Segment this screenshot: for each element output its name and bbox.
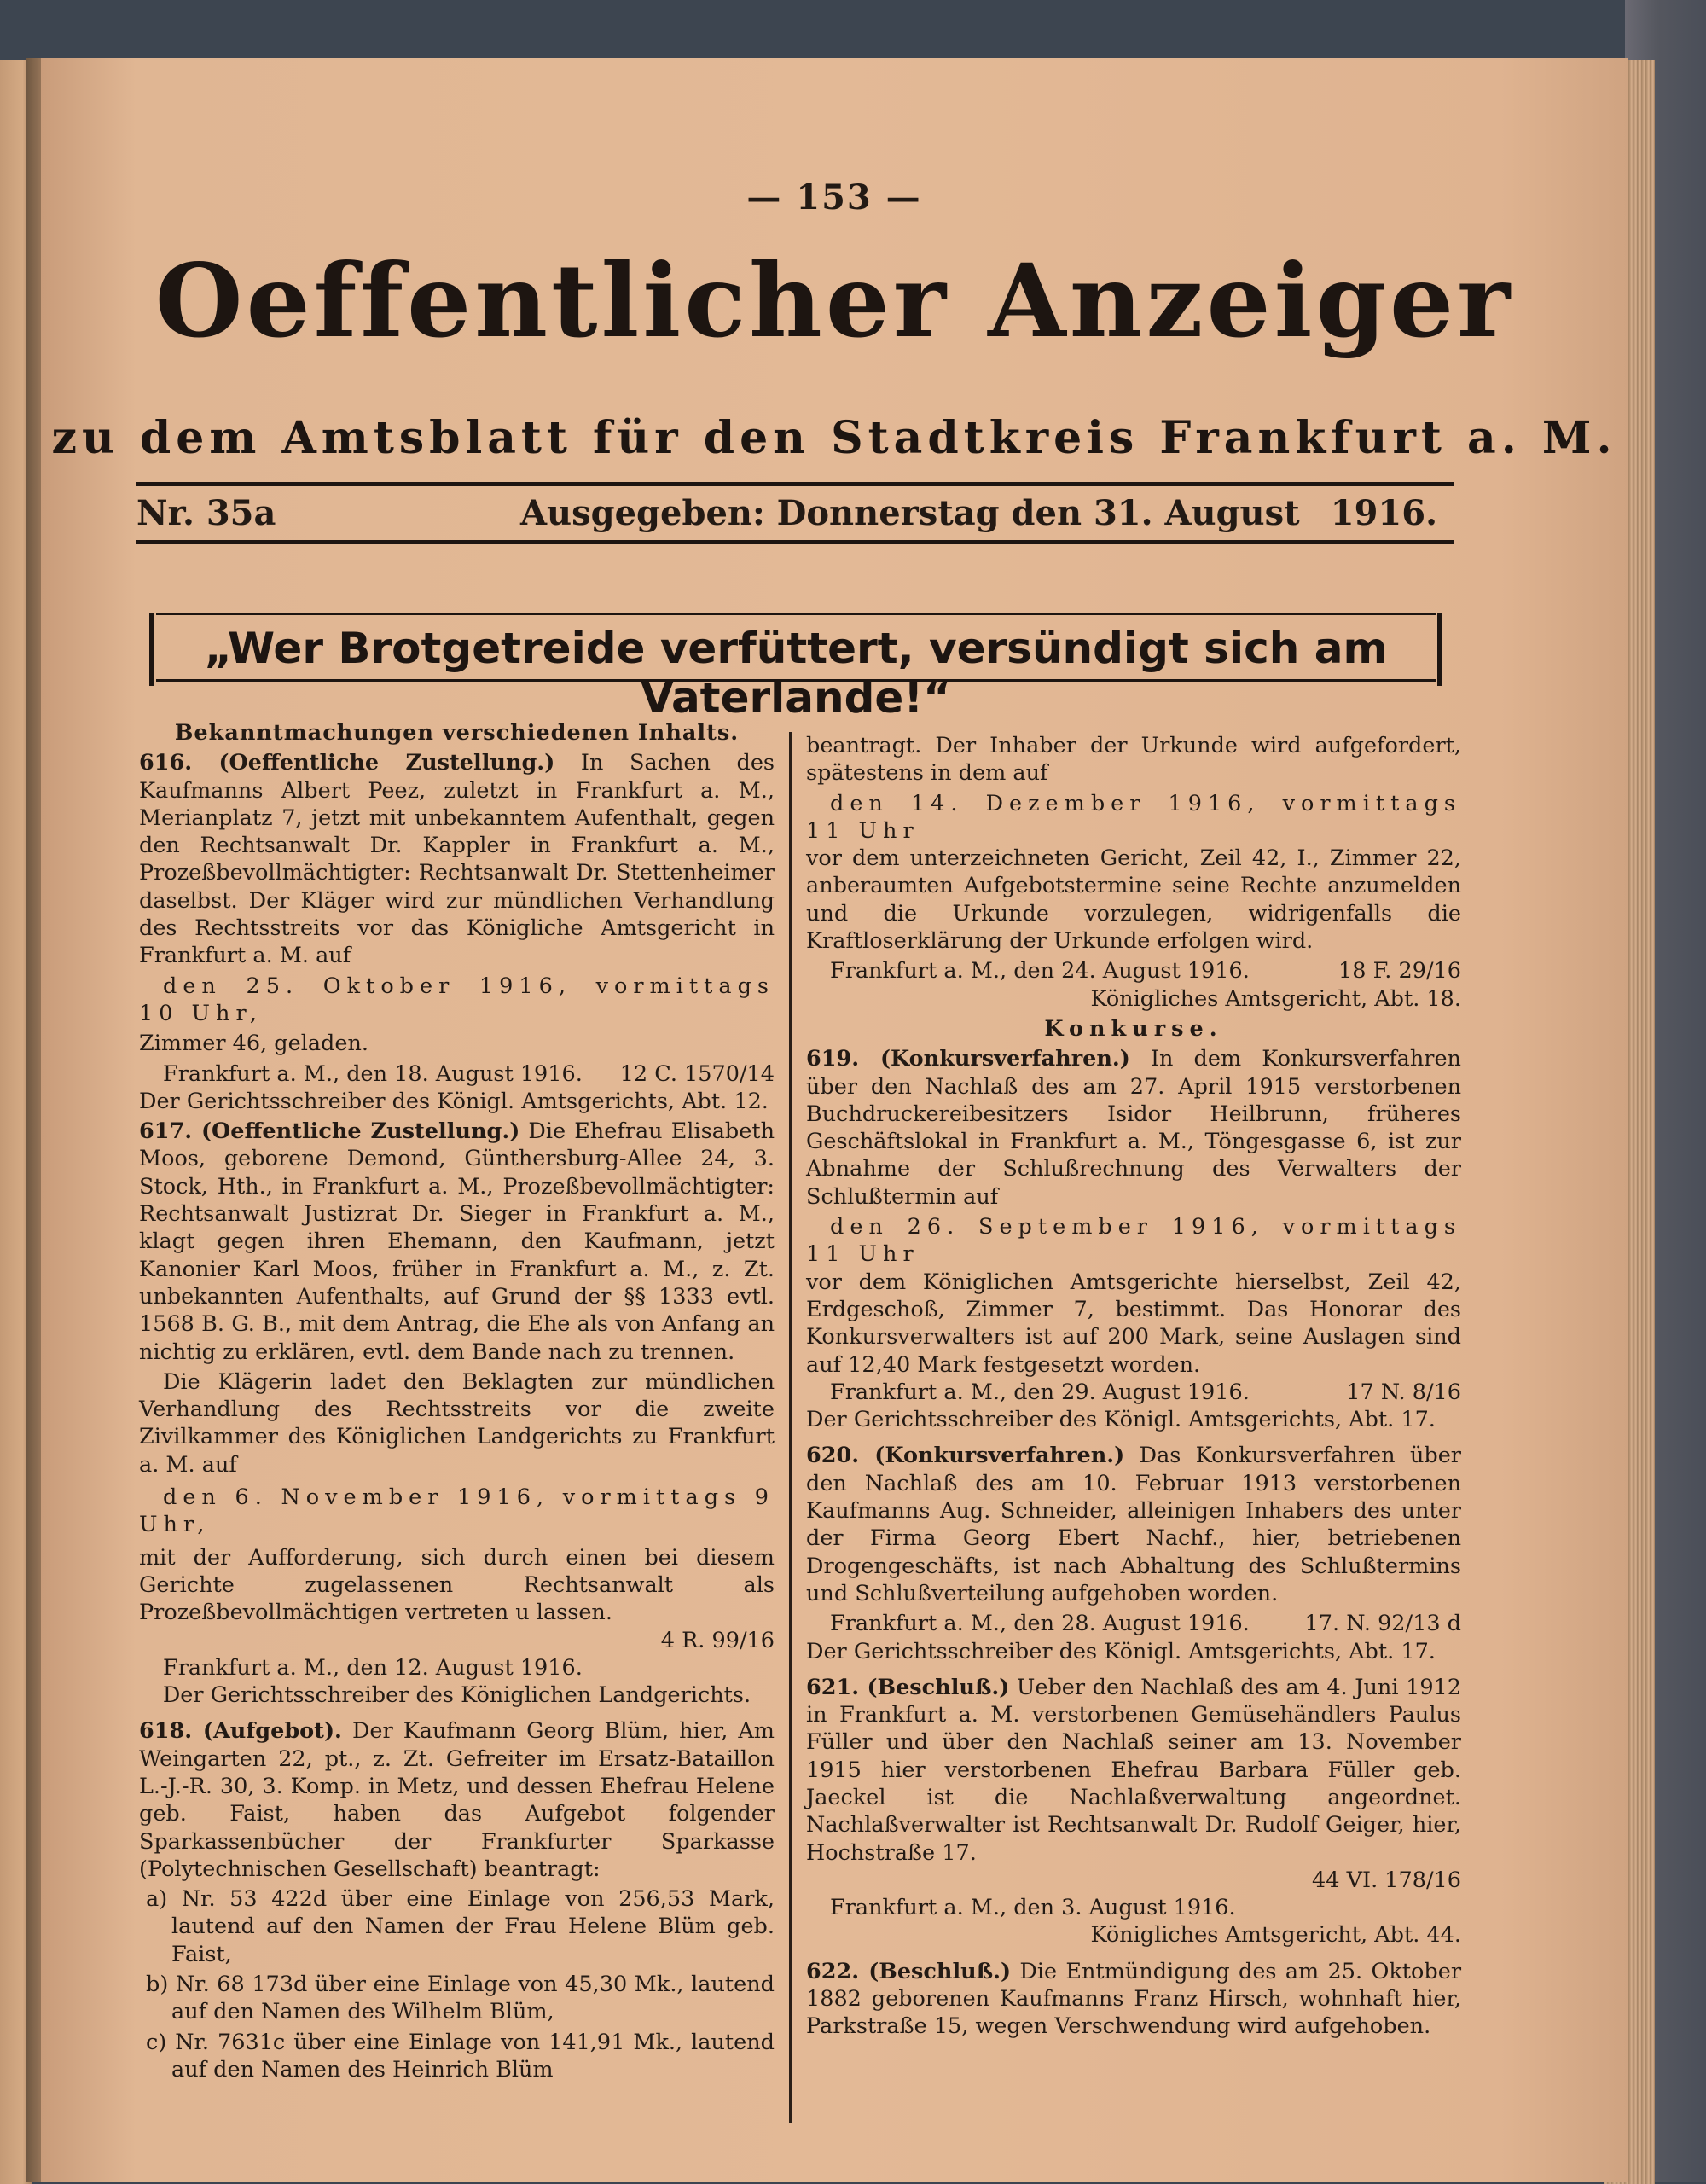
notice-signature: Königliches Amtsgericht, Abt. 18.	[1090, 985, 1461, 1012]
notice-619	[806, 1045, 1461, 1211]
notice-date: den 25. Oktober 1916, vormittags 10 Uhr,	[139, 973, 775, 1026]
issue-date: Ausgegeben: Donnerstag den 31. August	[520, 493, 1300, 533]
notice-lead: 618. (Aufgebot).	[139, 1718, 342, 1745]
notice-ref: 17 N. 8/16	[1346, 1379, 1461, 1405]
issue-line	[136, 493, 1454, 536]
notice-616	[139, 749, 775, 969]
notice-text: mit der Aufforderung, sich durch einen bei diesem Gerichte zugelassenen Rechtsanwalt als Prozeßbevollmächtigen vertreten u lassen.	[139, 1544, 775, 1626]
notice-date: den 26. September 1916, vormittags 11 Uhr	[806, 1214, 1461, 1268]
issue-year: 1916.	[1330, 493, 1437, 533]
left-column	[139, 719, 775, 2083]
notice-ref: 18 F. 29/16	[1338, 958, 1461, 985]
column-divider	[789, 732, 792, 2123]
notice-ref: 44 VI. 178/16	[1312, 1867, 1461, 1893]
notice-place: Frankfurt a. M., den 24. August 1916.	[830, 958, 1250, 985]
notice-signature: Königliches Amtsgericht, Abt. 44.	[1090, 1922, 1461, 1949]
notice-date: den 14. Dezember 1916, vormittags 11 Uhr	[806, 790, 1461, 844]
page-number: — 153 —	[746, 177, 922, 218]
notice-text: Das Konkursverfahren über den Nachlaß des am 10. Februar 1913 verstorbenen Kaufmanns Aug. Schneider, alleinigen Inhabers des unter der Firma Georg Ebert Nachf., hier, betriebenen Drogengeschäfts, ist nach Abhaltung des Schlußtermins und Schlußverteilung aufgehoben worden.	[806, 1443, 1461, 1606]
notice-text: Ueber den Nachlaß des am 4. Juni 1912 in Frankfurt a. M. verstorbenen Gemüsehändlers Paulus Füller und über den Nachlaß seiner am 13. November 1915 hier verstorbenen Ehefrau Barbara Füller geb. Jaeckel ist die Nachlaßverwaltung angeordnet. Nachlaßverwalter ist Rechtsanwalt Dr. Rudolf Geiger, hier, Hochstraße 17.	[806, 1674, 1461, 1866]
notice-place: Frankfurt a. M., den 29. August 1916.	[830, 1379, 1250, 1405]
notice-text: Die Klägerin ladet den Beklagten zur mündlichen Verhandlung des Rechtsstreits vor die zweite Zivilkammer des Königlichen Landgerichts zu Frankfurt a. M. auf	[139, 1368, 775, 1478]
notice-text: vor dem Königlichen Amtsgerichte hierselbst, Zeil 42, Erdgeschoß, Zimmer 7, bestimmt. Das Honorar des Konkursverwalters ist auf 200 Mark, seine Auslagen sind auf 12,40 Mark festgesetzt worden.	[806, 1269, 1461, 1378]
notice-dateline	[806, 1379, 1461, 1406]
header-rule-bottom	[136, 540, 1454, 544]
notice-lead: 619. (Konkursverfahren.)	[806, 1046, 1130, 1072]
notice-lead: 616. (Oeffentliche Zustellung.)	[139, 750, 555, 776]
slogan-text: „Wer Brotgetreide verfüttert, versündigt sich am Vaterlande!“	[204, 624, 1388, 723]
notice-ref: 12 C. 1570/14	[619, 1060, 775, 1087]
notice-ref: 17. N. 92/13 d	[1304, 1611, 1461, 1637]
notice-text: beantragt. Der Inhaber der Urkunde wird aufgefordert, spätestens in dem auf	[806, 733, 1461, 787]
notice-618	[139, 1717, 775, 1883]
notice-text: In Sachen des Kaufmanns Albert Peez, zuletzt in Frankfurt a. M., Merianplatz 7, jetzt mit unbekanntem Aufenthalt, gegen den Rechtsanwalt Dr. Kappler in Frankfurt a. M., Prozeßbevollmächtigter: Rechtsanwalt Dr. Stettenheimer daselbst. Der Kläger wird zur mündlichen Verhandlung des Rechtsstreits vor das Königliche Amtsgericht in Frankfurt a. M. auf	[139, 750, 775, 969]
notice-ref: 4 R. 99/16	[660, 1627, 775, 1653]
notice-dateline	[806, 957, 1461, 985]
notice-text: In dem Konkursverfahren über den Nachlaß des am 27. April 1915 verstorbenen Buchdruckereibesitzers Isidor Heilbrunn, früheres Geschäftslokal in Frankfurt a. M., Töngesgasse 6, ist zur Abnahme der Schlußrechnung des Verwalters der Schlußtermin auf	[806, 1046, 1461, 1210]
notice-dateline	[806, 1610, 1461, 1637]
notice-622	[806, 1958, 1461, 2041]
notice-621	[806, 1674, 1461, 1867]
notice-text: Die Entmündigung des am 25. Oktober 1882 geborenen Kaufmanns Franz Hirsch, wohnhaft hier, Parkstraße 15, wegen Verschwendung wird aufgehoben.	[806, 1958, 1462, 2040]
masthead-title: Oeffentlicher Anzeiger	[154, 241, 1514, 360]
notice-place: Frankfurt a. M., den 3. August 1916.	[830, 1895, 1236, 1921]
masthead-subtitle: zu dem Amtsblatt für den Stadtkreis Frankfurt a. M.	[51, 412, 1617, 464]
notice-text: Die Ehefrau Elisabeth Moos, geborene Demond, Günthersburg-Allee 24, 3. Stock, Hth., in Frankfurt a. M., Prozeßbevollmächtigter: Rechtsanwalt Justizrat Dr. Sieger in Frankfurt a. M., klagt gegen ihren Ehemann, den Kaufmann, jetzt Kanonier Karl Moos, früher in Frankfurt a. M., z. Zt. unbekannten Aufenthalts, auf Grund der §§ 1333 evtl. 1568 B. G. B., mit dem Antrag, die Ehe als von Anfang an nichtig zu erklären, evtl. dem Bande nach zu trennen.	[139, 1118, 775, 1365]
newspaper-page	[41, 58, 1628, 2182]
notice-text: Der Kaufmann Georg Blüm, hier, Am Weingarten 22, pt., z. Zt. Gefreiter im Ersatz-Bataillon L.-J.-R. 30, 3. Komp. in Metz, und dessen Ehefrau Helene geb. Faist, haben das Aufgebot folgender Sparkassenbücher der Frankfurter Sparkasse (Polytechnischen Gesellschaft) beantragt:	[139, 1718, 775, 1882]
notice-lead: 620. (Konkursverfahren.)	[806, 1443, 1125, 1469]
notice-620	[806, 1442, 1461, 1607]
notice-lead: 617. (Oeffentliche Zustellung.)	[139, 1118, 520, 1145]
notice-signature: Der Gerichtsschreiber des Königl. Amtsgerichts, Abt. 17.	[806, 1638, 1436, 1664]
notice-place: Frankfurt a. M., den 18. August 1916.	[163, 1060, 583, 1087]
slogan-box	[156, 613, 1436, 723]
notice-text: vor dem unterzeichneten Gericht, Zeil 42, I., Zimmer 22, anberaumten Aufgebotstermine seine Rechte anzumelden und die Urkunde vorzulegen, widrigenfalls die Kraftloserklärung der Urkunde erfolgen wird.	[806, 845, 1461, 955]
list-item: b) Nr. 68 173d über eine Einlage von 45,30 Mk., lautend auf den Namen des Wilhelm Blüm,	[146, 1972, 775, 2025]
notice-lead: 622. (Beschluß.)	[806, 1958, 1012, 1984]
section-heading: Konkurse.	[1044, 1015, 1223, 1042]
notice-signature: Der Gerichtsschreiber des Königl. Amtsgerichts, Abt. 17.	[806, 1407, 1436, 1433]
notice-617	[139, 1118, 775, 1366]
notice-place: Frankfurt a. M., den 28. August 1916.	[830, 1611, 1250, 1637]
notice-dateline	[139, 1060, 775, 1088]
header-rule-top	[136, 482, 1454, 486]
notice-date: den 6. November 1916, vormittags 9 Uhr,	[139, 1484, 775, 1538]
notice-text: Zimmer 46, geladen.	[139, 1031, 368, 1057]
section-heading: Bekanntmachungen verschiedenen Inhalts.	[174, 720, 740, 746]
notice-place: Frankfurt a. M., den 12. August 1916.	[163, 1654, 583, 1681]
right-column	[806, 732, 1461, 2041]
issue-number: Nr. 35a	[136, 493, 276, 533]
list-item: c) Nr. 7631c über eine Einlage von 141,91 Mk., lautend auf den Namen des Heinrich Blüm	[146, 2029, 775, 2082]
notice-signature: Der Gerichtsschreiber des Königlichen Landgerichts.	[162, 1682, 751, 1709]
list-item: a) Nr. 53 422d über eine Einlage von 256,53 Mark, lautend auf den Namen der Frau Helene Blüm geb. Faist,	[146, 1886, 775, 1967]
notice-signature: Der Gerichtsschreiber des Königl. Amtsgerichts, Abt. 12.	[139, 1088, 769, 1114]
notice-lead: 621. (Beschluß.)	[806, 1674, 1010, 1700]
